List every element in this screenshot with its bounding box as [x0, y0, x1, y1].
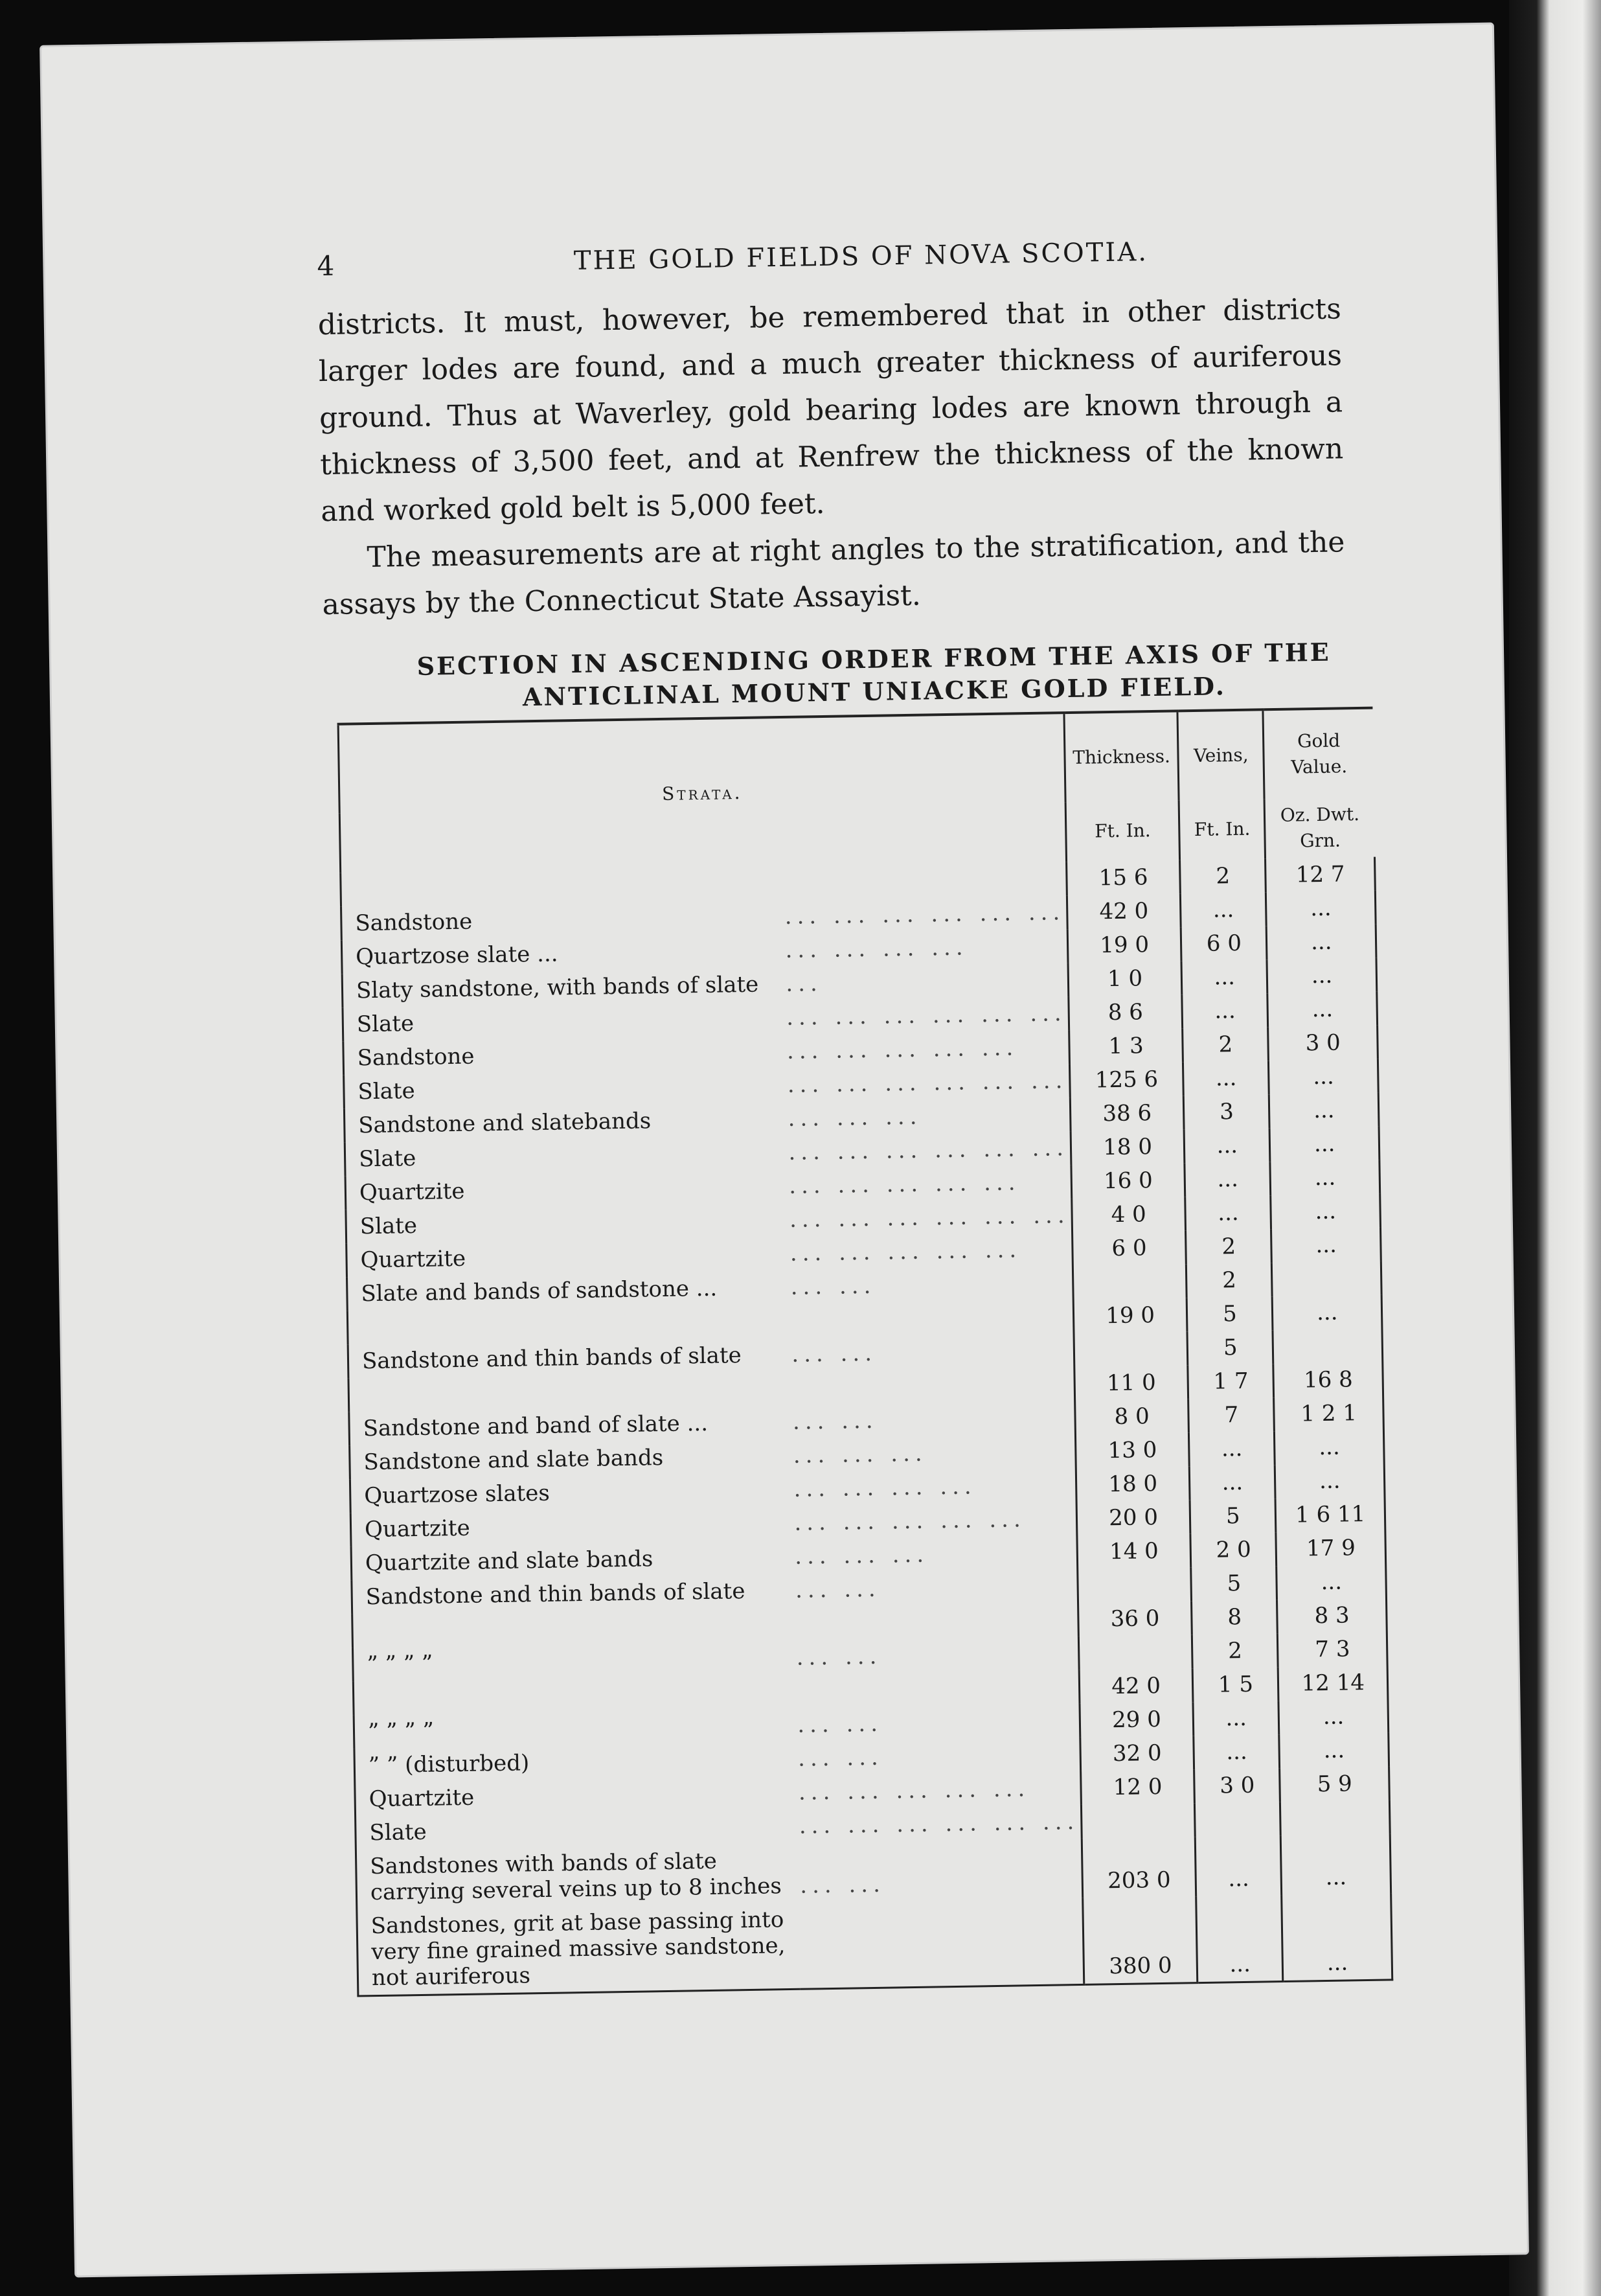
table-row [357, 1893, 1392, 1996]
thickness-cell: 8 6 [1069, 994, 1183, 1030]
thickness-cell [1078, 1567, 1192, 1603]
veins-cell: 2 0 [1190, 1532, 1277, 1567]
thickness-cell [1074, 1331, 1188, 1367]
veins-cell: ... [1194, 1734, 1280, 1769]
leader-dots: ... ... [797, 1710, 883, 1738]
thickness-units: Ft. In. [1065, 800, 1180, 862]
gold-value-cell: ... [1266, 891, 1376, 926]
gold-value-cell: ... [1279, 1732, 1389, 1768]
leader-dots [789, 1300, 1074, 1338]
leader-dots: ... ... ... ... ... ... [788, 1135, 1069, 1165]
stratum-name: Slaty sandstone, with bands of slate [342, 967, 785, 1008]
gold-value-cell: ... [1273, 1295, 1382, 1331]
thickness-cell [1073, 1264, 1187, 1300]
gold-value-cell: 12 7 [1266, 857, 1375, 893]
paragraph-2: The measurements are at right angles to the stratification, and the assays by the Connecticut State Assayist. [322, 525, 1345, 622]
thickness-header: Thickness. [1064, 711, 1179, 802]
veins-cell: 3 0 [1194, 1768, 1280, 1803]
leader-dots: ... ... [790, 1272, 876, 1300]
veins-cell: ... [1193, 1701, 1279, 1736]
stratum-name: Quartzite and slate bands [351, 1540, 794, 1581]
stratum-name: Slate [343, 1001, 786, 1042]
thickness-cell: 6 0 [1073, 1230, 1187, 1266]
veins-cell: 3 [1183, 1094, 1269, 1129]
stratum-name: Quartzose slate ... [341, 934, 784, 974]
leader-dots: ... ... [791, 1340, 878, 1368]
stratum-name: Slate [344, 1068, 787, 1109]
page-number: 4 [317, 249, 337, 282]
leader-dots: ... ... ... [793, 1440, 927, 1469]
leader-dots [799, 1898, 1084, 1989]
gold-value-cell [1280, 1800, 1390, 1835]
veins-cell: 7 [1188, 1397, 1275, 1432]
veins-cell: 1 7 [1188, 1364, 1274, 1399]
leader-dots: ... ... [792, 1407, 878, 1435]
thickness-cell: 42 0 [1079, 1668, 1193, 1704]
leader-dots: ... ... ... ... ... [798, 1776, 1030, 1806]
gold-value-cell: ... [1271, 1194, 1380, 1230]
leader-dots [794, 1603, 1078, 1641]
veins-cell: ... [1182, 993, 1268, 1028]
stratum-name: Sandstone and thin bands of slate [352, 1574, 795, 1614]
veins-cell: 5 [1187, 1330, 1273, 1365]
gold-value-cell: 1 2 1 [1274, 1396, 1383, 1432]
gold-value-cell: ... [1275, 1430, 1384, 1465]
veins-cell: ... [1189, 1465, 1275, 1500]
gold-value-cell: ... [1267, 924, 1376, 960]
gold-value-cell: 5 9 [1280, 1766, 1389, 1802]
strata-table [337, 707, 1394, 1997]
stratum-name: ” ” ” ” [352, 1641, 795, 1682]
leader-dots: ... ... ... ... ... ... [787, 1068, 1068, 1098]
strata-table-body [341, 857, 1392, 1996]
veins-cell: 6 0 [1181, 926, 1267, 961]
veins-cell: ... [1181, 892, 1267, 927]
veins-cell: 5 [1190, 1498, 1276, 1533]
thickness-cell: 20 0 [1076, 1500, 1190, 1535]
veins-header: Veins, [1177, 709, 1264, 800]
stratum-name: Sandstone and band of slate ... [349, 1405, 792, 1446]
thickness-cell: 11 0 [1074, 1365, 1188, 1401]
gold-value-cell: ... [1269, 1093, 1379, 1129]
stratum-name: Sandstone [341, 900, 784, 941]
section-title [401, 636, 1347, 715]
veins-units: Ft. In. [1179, 799, 1266, 860]
gold-value-units: Oz. Dwt. Grn. [1265, 798, 1375, 859]
leader-dots: ... ... [799, 1871, 886, 1899]
veins-cell: 1 5 [1192, 1667, 1278, 1702]
gold-value-cell: ... [1267, 958, 1376, 994]
thickness-cell: 15 6 [1067, 860, 1181, 895]
gold-value-cell: ... [1275, 1464, 1385, 1499]
stratum-name: Slate and bands of sandstone ... [347, 1270, 790, 1311]
thickness-cell: 380 0 [1083, 1896, 1198, 1984]
stratum-name: ” ” ” ” [354, 1708, 797, 1749]
stratum-name: Quartzose slates [350, 1473, 793, 1513]
leader-dots [791, 1367, 1075, 1405]
leader-dots: ... [786, 970, 823, 997]
leader-dots: ... ... [795, 1576, 881, 1603]
stratum-name: Sandstone and slate bands [350, 1439, 793, 1480]
thickness-cell: 16 0 [1071, 1163, 1185, 1199]
gold-value-cell: 12 14 [1278, 1665, 1388, 1701]
gold-value-cell: ... [1282, 1893, 1392, 1981]
thickness-cell: 29 0 [1080, 1702, 1194, 1738]
stratum-name: Quartzite [350, 1506, 793, 1547]
veins-cell: ... [1195, 1835, 1282, 1896]
veins-cell: 2 [1180, 858, 1266, 893]
gold-value-cell: ... [1269, 1127, 1379, 1162]
strata-header: Strata. [338, 713, 1066, 873]
gold-value-cell: 17 9 [1276, 1530, 1385, 1566]
thickness-cell: 203 0 [1082, 1837, 1196, 1898]
leader-dots: ... ... ... ... ... ... [799, 1808, 1080, 1839]
stratum-name: Sandstone [343, 1035, 786, 1075]
thickness-cell: 1 0 [1068, 961, 1182, 996]
veins-cell: ... [1185, 1195, 1271, 1230]
thickness-cell: 125 6 [1069, 1062, 1183, 1097]
gold-value-cell: 8 3 [1277, 1598, 1387, 1633]
stratum-name: Quartzite [346, 1237, 789, 1278]
gold-value-cell: ... [1270, 1160, 1380, 1196]
veins-cell: ... [1181, 959, 1267, 994]
gold-value-cell: ... [1271, 1228, 1381, 1263]
stratum-name: Slate [346, 1203, 789, 1244]
gold-value-cell: ... [1281, 1833, 1391, 1895]
stratum-name: Quartzite [355, 1776, 798, 1817]
gold-value-cell: 1 6 11 [1275, 1497, 1385, 1533]
leader-dots: ... ... ... ... [785, 934, 968, 963]
stratum-name: Sandstones with bands of slate carrying several veins up to 8 inches [356, 1843, 799, 1910]
gold-value-cell [1273, 1329, 1382, 1364]
leader-dots: ... ... ... ... ... ... [789, 1202, 1070, 1233]
leader-dots: ... ... ... ... ... ... [786, 1000, 1067, 1031]
gold-value-cell: 16 8 [1273, 1362, 1383, 1398]
thickness-cell: 14 0 [1077, 1533, 1191, 1569]
thickness-cell [1081, 1803, 1195, 1839]
thickness-cell: 18 0 [1076, 1466, 1190, 1502]
stratum-name: Slate [345, 1136, 788, 1177]
thickness-cell: 32 0 [1080, 1736, 1194, 1771]
leader-dots: ... ... ... ... ... [789, 1237, 1022, 1267]
leader-dots: ... ... ... ... [793, 1473, 977, 1502]
thickness-cell: 38 6 [1070, 1096, 1184, 1131]
veins-cell: ... [1196, 1895, 1283, 1983]
stratum-name: Sandstone and thin bands of slate [348, 1338, 791, 1379]
stratum-name: Quartzite [345, 1169, 788, 1210]
veins-cell: 5 [1191, 1566, 1277, 1601]
veins-cell: 8 [1192, 1600, 1278, 1635]
thickness-cell: 42 0 [1067, 893, 1181, 929]
gold-value-cell: 7 3 [1278, 1631, 1387, 1667]
page-header [317, 233, 1405, 289]
thickness-cell: 19 0 [1073, 1298, 1187, 1333]
leader-dots [795, 1670, 1080, 1708]
section-title-line-2: ANTICLINAL MOUNT UNIACKE GOLD FIELD. [522, 671, 1227, 712]
thickness-cell: 13 0 [1075, 1432, 1189, 1468]
gold-value-cell: ... [1269, 1059, 1378, 1095]
section-title-line-1: SECTION IN ASCENDING ORDER FROM THE AXIS OF THE [416, 637, 1331, 681]
veins-cell: ... [1185, 1162, 1271, 1197]
stratum-name: Slate [356, 1809, 799, 1850]
veins-cell: 2 [1183, 1027, 1269, 1062]
veins-cell: ... [1189, 1431, 1275, 1466]
gold-value-cell [1272, 1261, 1381, 1297]
stratum-name: Sandstone and slatebands [344, 1102, 787, 1143]
veins-cell [1195, 1802, 1281, 1837]
gold-value-cell: ... [1267, 992, 1377, 1027]
leader-dots: ... ... ... ... ... [794, 1506, 1027, 1536]
gold-value-header: Gold Value. [1263, 708, 1374, 799]
running-title: THE GOLD FIELDS OF NOVA SCOTIA. [573, 237, 1149, 276]
veins-cell: 5 [1187, 1296, 1273, 1331]
thickness-cell: 36 0 [1078, 1601, 1192, 1636]
thickness-cell: 12 0 [1081, 1769, 1195, 1805]
veins-cell: 2 [1192, 1633, 1278, 1668]
thickness-cell: 1 3 [1069, 1028, 1183, 1064]
thickness-cell: 19 0 [1067, 927, 1181, 963]
gold-value-cell: 3 0 [1268, 1026, 1378, 1061]
veins-cell: 2 [1186, 1229, 1272, 1264]
book-page [40, 23, 1529, 2278]
leader-dots: ... ... ... [794, 1541, 929, 1570]
thickness-cell: 18 0 [1071, 1129, 1185, 1165]
veins-cell: 2 [1187, 1263, 1273, 1298]
thickness-cell: 8 0 [1075, 1399, 1189, 1434]
leader-dots: ... ... ... [788, 1103, 922, 1132]
leader-dots: ... ... ... ... ... ... [784, 899, 1065, 930]
gold-value-cell: ... [1277, 1564, 1386, 1600]
stratum-name: ” ” (disturbed) [354, 1742, 797, 1783]
leader-dots: ... ... [797, 1744, 884, 1772]
paragraph-1: districts. It must, however, be remembered that in other districts larger lodes are found, and a much greater thickness of auriferous ground. Thus at Waverley, gold bearing lodes are known through a thickness of 3,500 feet, and at Renfrew the thickness of the known and worked gold belt is 5,000 feet. [317, 292, 1344, 529]
leader-dots: ... ... [796, 1643, 882, 1671]
veins-cell: ... [1183, 1061, 1269, 1096]
leader-dots [782, 862, 1067, 900]
leader-dots: ... ... ... ... ... [788, 1169, 1021, 1199]
stratum-name: Sandstones, grit at base passing into very fine grained massive sandstone, not auriferous [357, 1903, 800, 1996]
leader-dots: ... ... ... ... ... [786, 1035, 1019, 1064]
thickness-cell [1078, 1635, 1192, 1670]
body-text [317, 286, 1346, 628]
veins-cell: ... [1184, 1128, 1270, 1163]
gold-value-cell: ... [1278, 1699, 1388, 1734]
thickness-cell: 4 0 [1072, 1197, 1186, 1232]
